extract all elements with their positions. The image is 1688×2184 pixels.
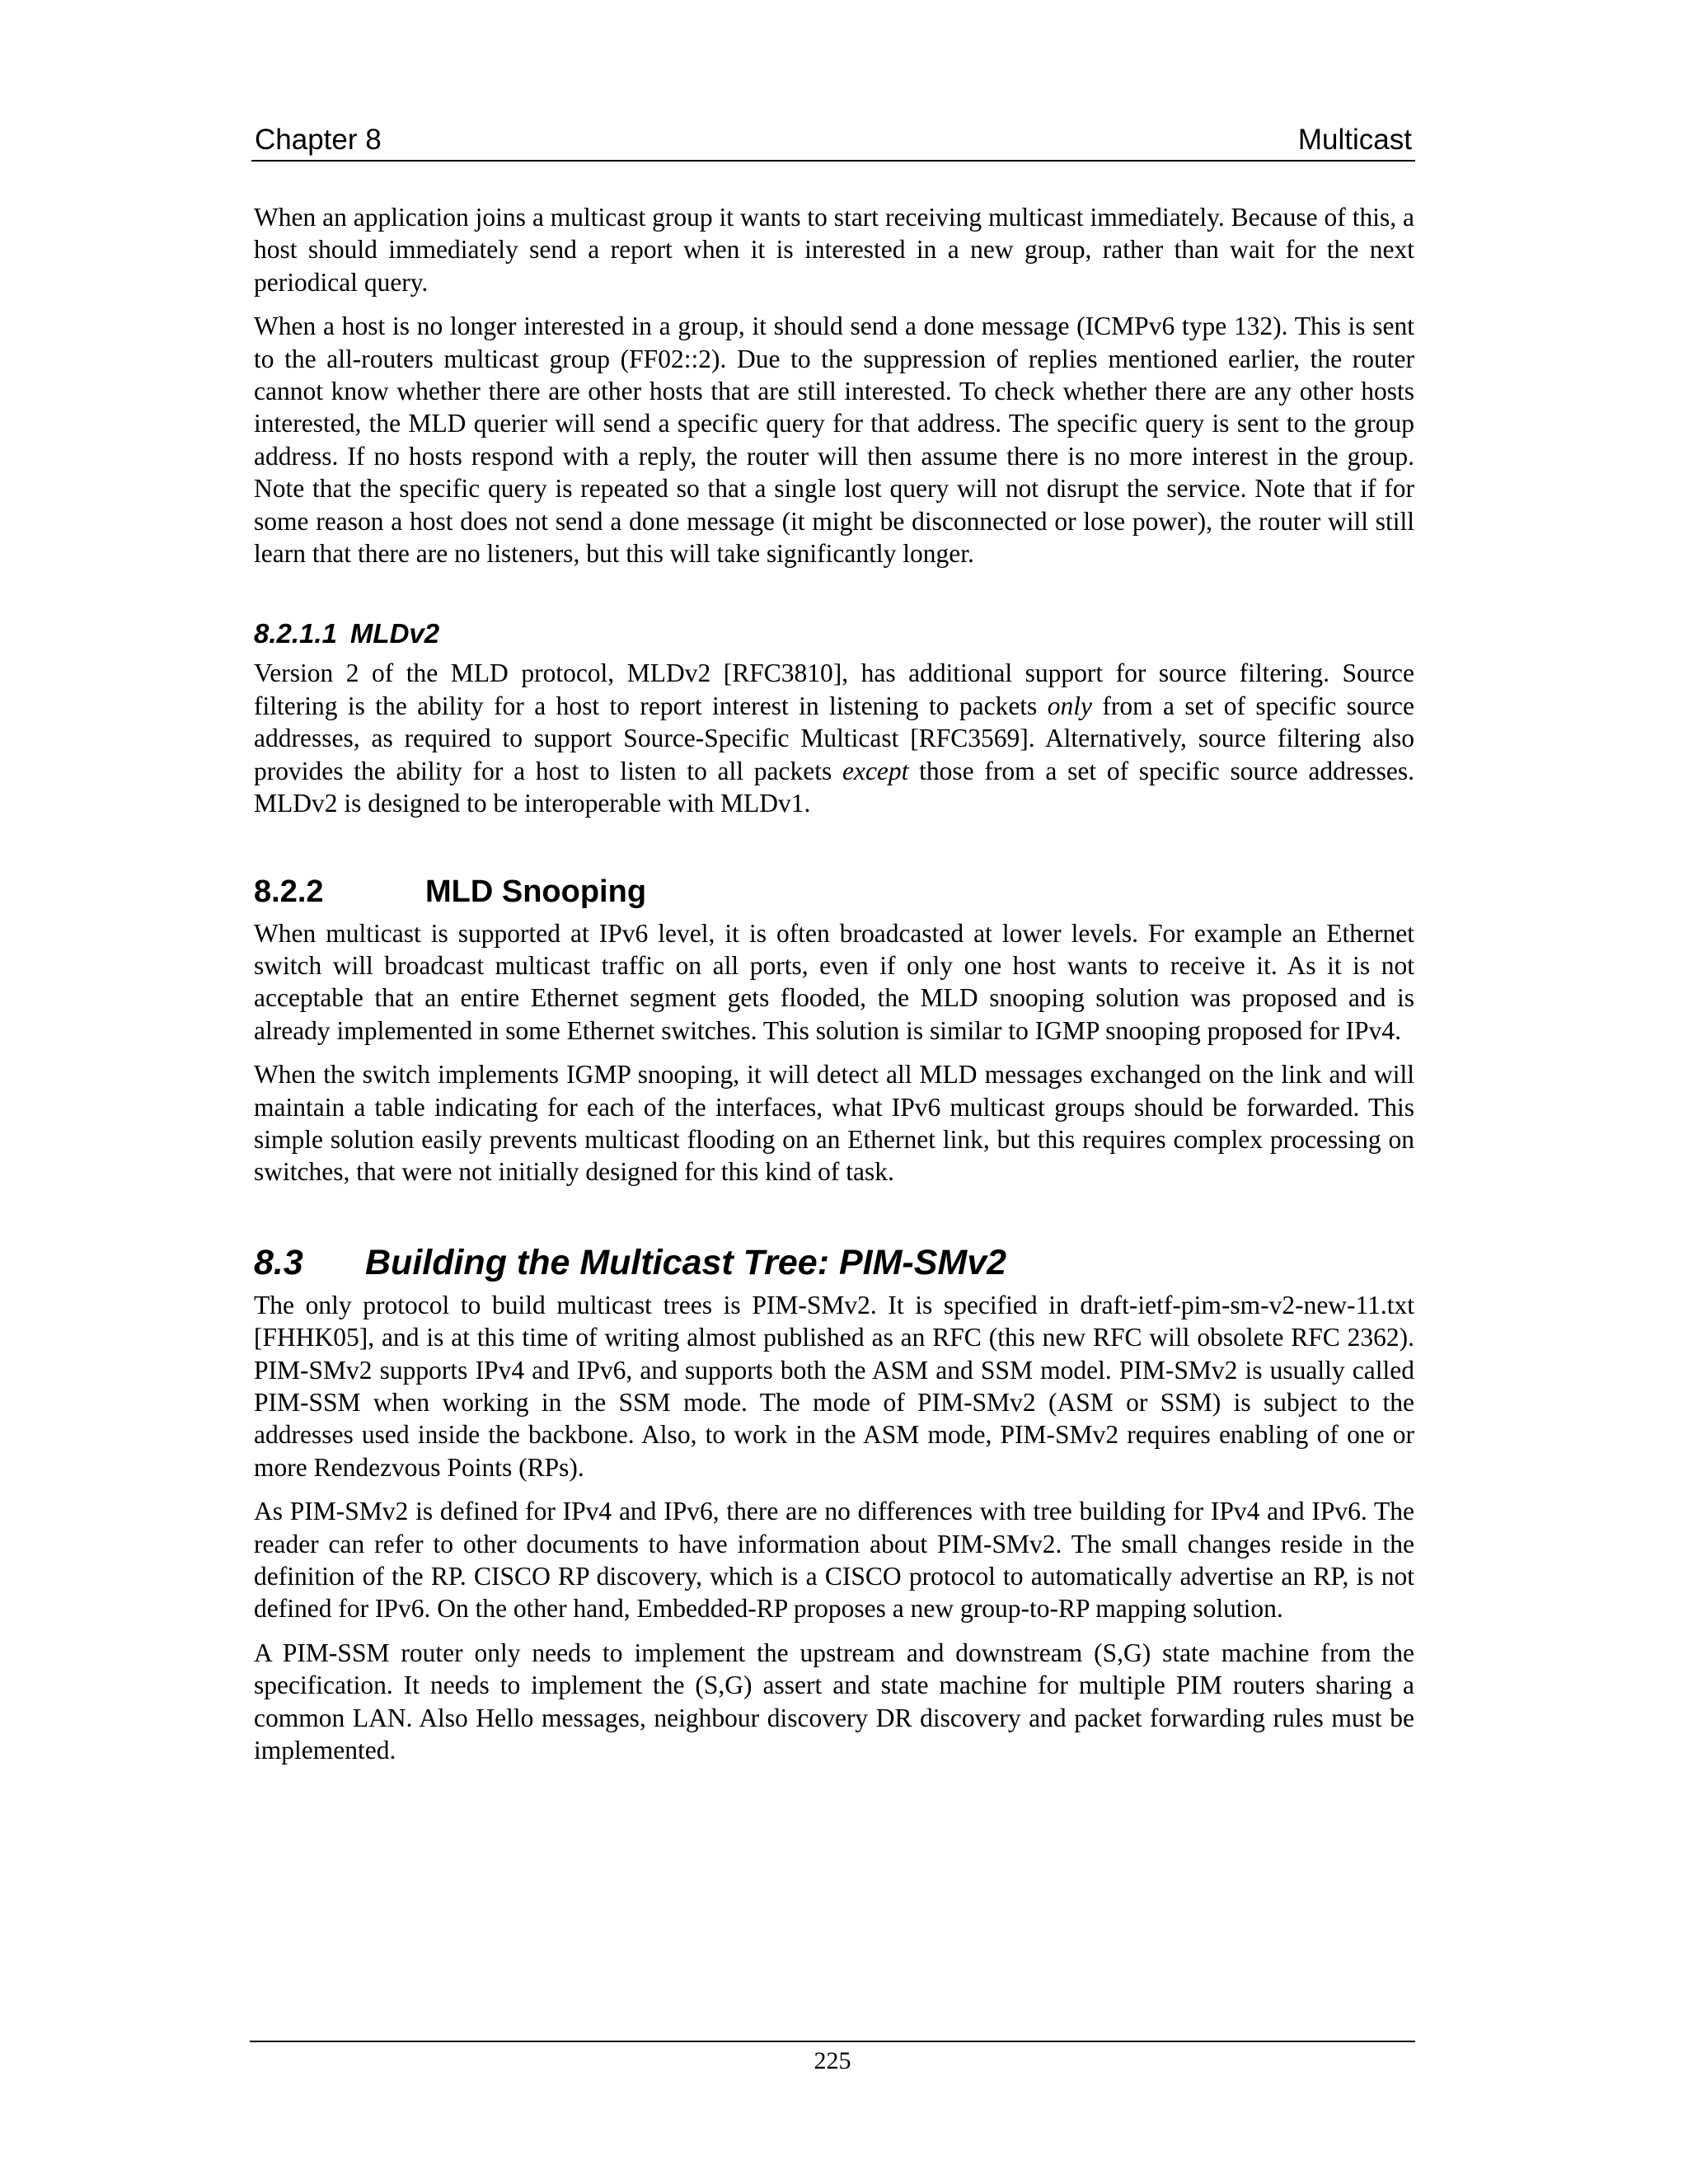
page-body	[254, 201, 1414, 1766]
mldv2-emphasis-only: only	[1047, 691, 1092, 720]
page-number: 225	[814, 2047, 851, 2074]
paragraph-join-report: When an application joins a multicast group it wants to start receiving multicast immediately. Because of this, a host should immediately send a report when it is interested in a new group, rather than wait for the next periodical query.	[254, 203, 1414, 297]
footer-rule	[250, 2041, 1415, 2042]
paragraph-mldv2	[254, 657, 1414, 819]
paragraph-snooping-intro: When multicast is supported at IPv6 level, it is often broadcasted at lower levels. For example an Ethernet switch will broadcast multicast traffic on all ports, even if only one host wants to receive it. As it is not acceptable that an entire Ethernet segment gets flooded, the MLD snooping solution was proposed and is already implemented in some Ethernet switches. This solution is similar to IGMP snooping proposed for IPv4.	[254, 918, 1414, 1045]
heading-mldv2	[254, 617, 1414, 650]
mldv2-text-c: those from a set of specific source addresses. MLDv2 is designed to be interoperable with MLDv1.	[254, 756, 1415, 818]
paragraph-done-message: When a host is no longer interested in a group, it should send a done message (ICMPv6 type 132). This is sent to the all-routers multicast group (FF02::2). Due to the suppression of replies mentioned earlier, the router cannot know whether there are other hosts that are still interested. To check whether there are any other hosts interested, the MLD querier will send a specific query for that address. The specific query is sent to the group address. If no hosts respond with a reply, the router will then assume there is no more interest in the group. Note that the specific query is repeated so that a single lost query will not disrupt the service. Note that if for some reason a host does not send a done message (it might be disconnected or lose power), the router will still learn that there are no listeners, but this will take significantly longer.	[254, 312, 1414, 569]
paragraph-pim-ssm-router: A PIM-SSM router only needs to implement the upstream and downstream (S,G) state machine from the specification. It needs to implement the (S,G) assert and state machine for multiple PIM routers sharing a common LAN. Also Hello messages, neighbour discovery DR discovery and packet forwarding rules must be implemented.	[254, 1638, 1414, 1765]
heading-pim-smv2-number: 8.3	[254, 1242, 303, 1282]
heading-mldv2-title: MLDv2	[349, 618, 440, 649]
heading-mldv2-number: 8.2.1.1	[254, 618, 337, 649]
header-title: Multicast	[1297, 124, 1412, 156]
heading-mld-snooping	[254, 873, 1414, 911]
heading-mld-snooping-number: 8.2.2	[254, 874, 324, 909]
mldv2-text-b: from a set of specific source addresses, as required to support Source-Specific Multicast [RFC3569]. Alternatively, source filtering also provides the ability for a host to listen to all packets	[254, 691, 1414, 785]
heading-pim-smv2	[254, 1241, 1414, 1284]
heading-pim-smv2-title: Building the Multicast Tree: PIM-SMv2	[365, 1242, 1007, 1282]
mldv2-text-a: Version 2 of the MLD protocol, MLDv2 [RFC3810], has additional support for source filtering. Source filtering is the ability for a host to report interest in listening to packets	[254, 658, 1414, 720]
heading-mld-snooping-title: MLD Snooping	[425, 874, 647, 909]
header-chapter: Chapter 8	[255, 124, 382, 156]
running-header	[251, 122, 1415, 162]
paragraph-pim-ipv6: As PIM-SMv2 is defined for IPv4 and IPv6, there are no differences with tree building for IPv4 and IPv6. The reader can refer to other documents to have information about PIM-SMv2. The small changes reside in the definition of the RP. CISCO RP discovery, which is a CISCO protocol to automatically advertise an RP, is not defined for IPv6. On the other hand, Embedded-RP proposes a new group-to-RP mapping solution.	[254, 1497, 1414, 1624]
paragraph-pim-protocol: The only protocol to build multicast trees is PIM-SMv2. It is specified in draft-ietf-pim-sm-v2-new-11.txt [FHHK05], and is at this time of writing almost published as an RFC (this new RFC will obsolete RFC 2362). PIM-SMv2 supports IPv4 and IPv6, and supports both the ASM and SSM model. PIM-SMv2 is usually called PIM-SSM when working in the SSM mode. The mode of PIM-SMv2 (ASM or SSM) is subject to the addresses used inside the backbone. Also, to work in the ASM mode, PIM-SMv2 requires enabling of one or more Rendezvous Points (RPs).	[254, 1290, 1414, 1482]
mldv2-emphasis-except: except	[842, 756, 909, 785]
paragraph-snooping-switch: When the switch implements IGMP snooping, it will detect all MLD messages exchanged on the link and will maintain a table indicating for each of the interfaces, what IPv6 multicast groups should be forwarded. This simple solution easily prevents multicast flooding on an Ethernet link, but this requires complex processing on switches, that were not initially designed for this kind of task.	[254, 1060, 1414, 1187]
